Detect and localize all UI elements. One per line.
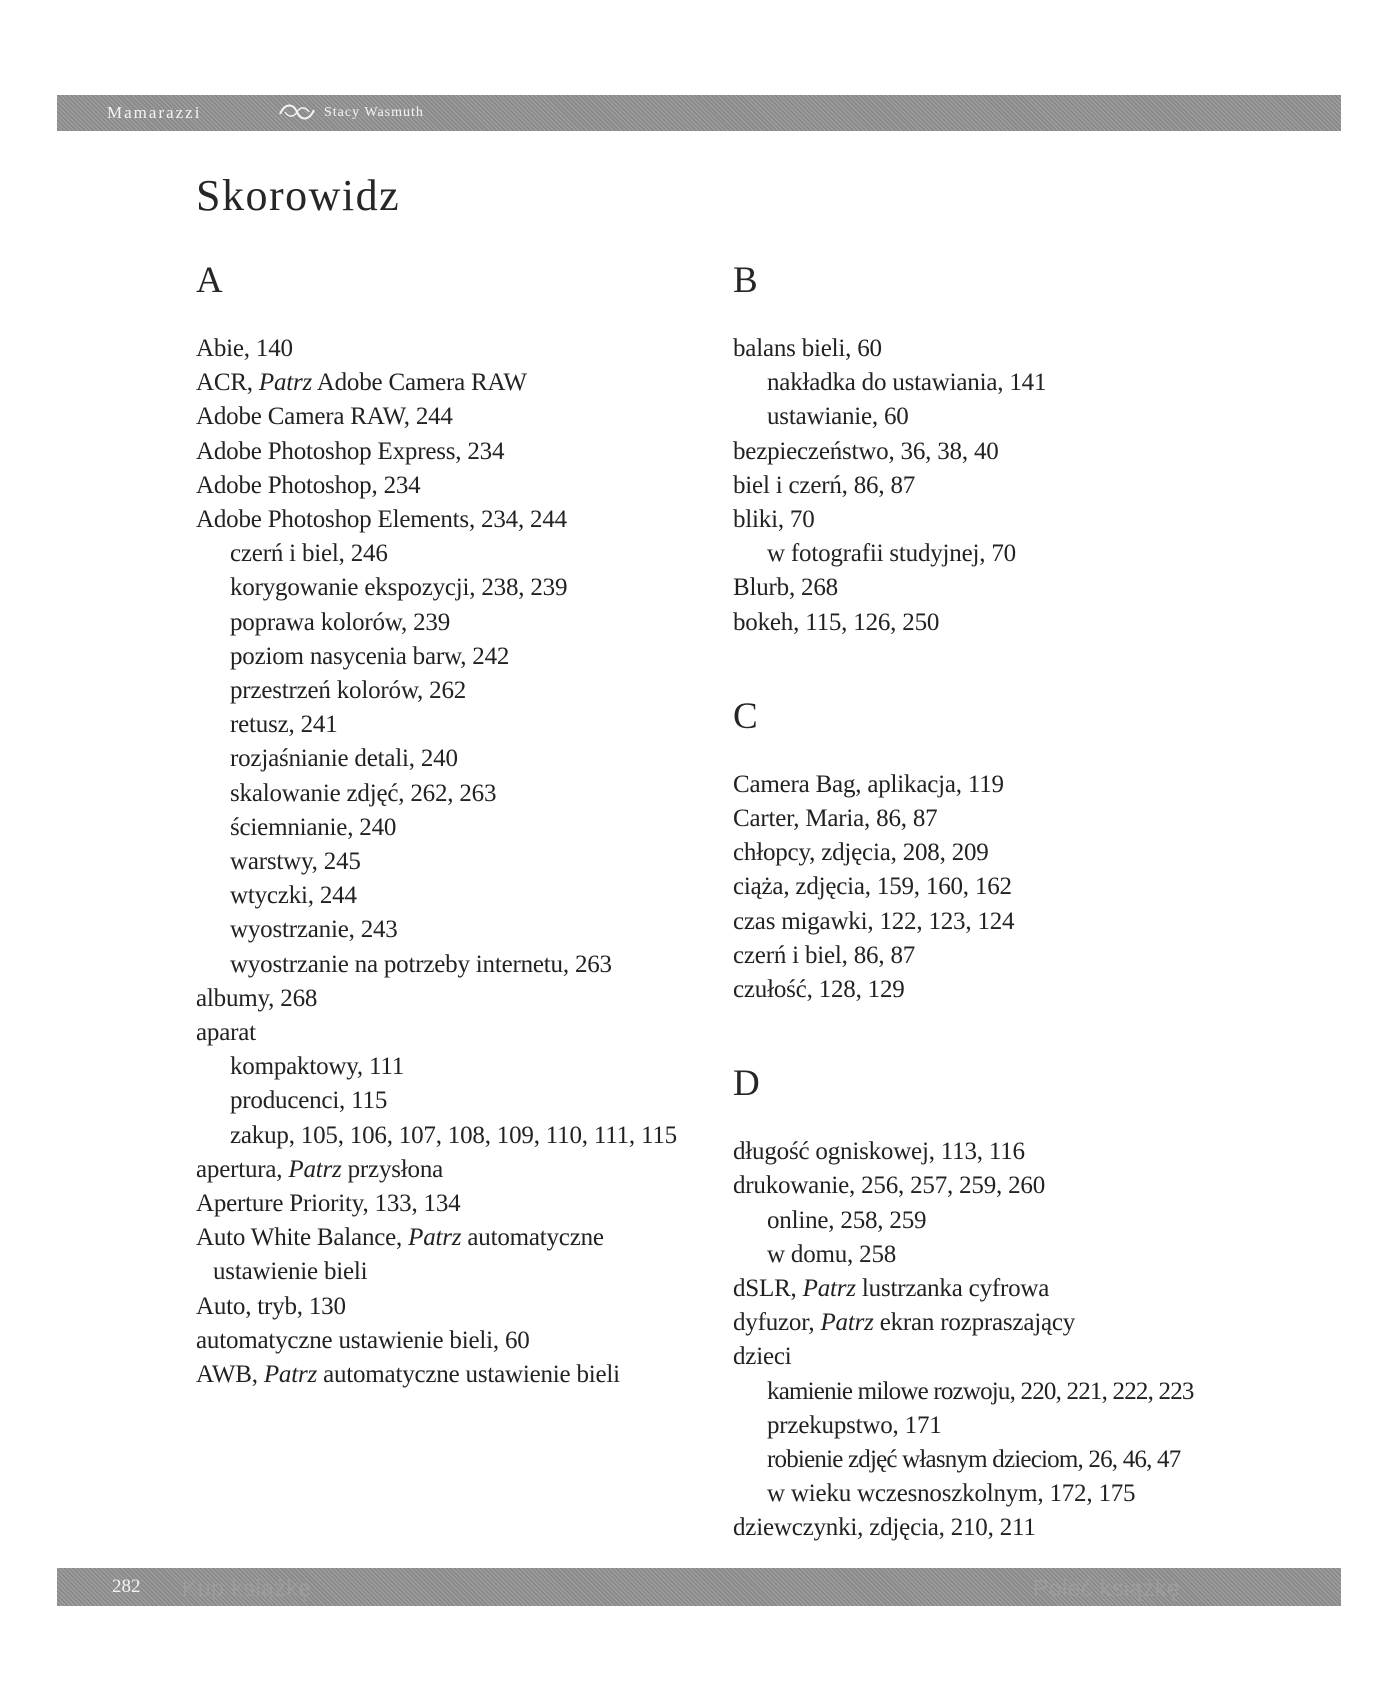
index-entry xyxy=(733,1272,1233,1306)
index-subentry: w domu, 258 xyxy=(767,1240,897,1268)
index-entry: albumy, 268 xyxy=(196,984,318,1012)
entry-target: automatyczne ustawienie bieli xyxy=(317,1361,620,1389)
index-list-c xyxy=(733,768,1233,1007)
index-entry: długość ogniskowej, 113, 116 xyxy=(733,1138,1025,1166)
index-entry: bezpieczeństwo, 36, 38, 40 xyxy=(733,437,999,465)
page-number: 282 xyxy=(112,1576,141,1597)
index-entry xyxy=(196,366,696,400)
index-subentry: wyostrzanie, 243 xyxy=(230,916,398,944)
index-entry: bliki, 70 xyxy=(733,506,815,534)
index-entry: chłopcy, zdjęcia, 208, 209 xyxy=(733,839,989,867)
index-subentry: w fotografii studyjnej, 70 xyxy=(767,540,1016,568)
entry-target: lustrzanka cyfrowa xyxy=(855,1275,1050,1303)
index-list-a xyxy=(196,332,696,1392)
index-entry: czas migawki, 122, 123, 124 xyxy=(733,907,1015,935)
see-reference: Patrz xyxy=(408,1224,462,1252)
entry-term: AWB, xyxy=(196,1361,264,1389)
index-list-d xyxy=(733,1135,1233,1545)
index-subentry: przekupstwo, 171 xyxy=(767,1411,942,1439)
entry-target: ekran rozpraszający xyxy=(873,1309,1076,1337)
index-subentry: ściemnianie, 240 xyxy=(230,813,397,841)
entry-target: automatyczne ustawienie bieli xyxy=(213,1224,604,1286)
index-entry: Camera Bag, aplikacja, 119 xyxy=(733,770,1004,798)
index-entry: Carter, Maria, 86, 87 xyxy=(733,805,938,833)
index-entry: Adobe Photoshop, 234 xyxy=(196,471,421,499)
header-author: Mamarazzi xyxy=(107,103,202,122)
header-name: Stacy Wasmuth xyxy=(324,105,424,120)
index-entry: Adobe Photoshop Express, 234 xyxy=(196,437,505,465)
index-subentry: kamienie milowe rozwoju, 220, 221, 222, 223 xyxy=(767,1377,1194,1405)
index-subentry: w wieku wczesnoszkolnym, 172, 175 xyxy=(767,1480,1136,1508)
index-entry: biel i czerń, 86, 87 xyxy=(733,471,916,499)
index-subentry: kompaktowy, 111 xyxy=(230,1053,405,1081)
index-entry: Aperture Priority, 133, 134 xyxy=(196,1190,461,1218)
index-subentry: retusz, 241 xyxy=(230,711,338,739)
recommend-book-link[interactable]: Poleć książkę xyxy=(1033,1575,1181,1601)
section-letter-d: D xyxy=(733,1063,760,1105)
index-entry xyxy=(196,1358,696,1392)
section-letter-c: C xyxy=(733,695,758,737)
entry-term: ACR, xyxy=(196,369,259,397)
index-entry: Adobe Camera RAW, 244 xyxy=(196,403,453,431)
see-reference: Patrz xyxy=(258,369,313,397)
index-entry: balans bieli, 60 xyxy=(733,335,882,362)
index-column-left xyxy=(196,262,696,1392)
page-header xyxy=(57,95,1341,131)
index-list-b xyxy=(733,332,1233,640)
page-footer xyxy=(57,1568,1341,1606)
index-subentry: zakup, 105, 106, 107, 108, 109, 110, 111, 115 xyxy=(230,1121,677,1149)
index-entry xyxy=(196,1221,696,1289)
index-entry: Abie, 140 xyxy=(196,335,293,362)
see-reference: Patrz xyxy=(263,1361,318,1389)
index-subentry: przestrzeń kolorów, 262 xyxy=(230,677,467,705)
index-entry: dzieci xyxy=(733,1343,792,1371)
index-subentry: warstwy, 245 xyxy=(230,848,361,876)
page-title: Skorowidz xyxy=(196,171,401,220)
index-entry: automatyczne ustawienie bieli, 60 xyxy=(196,1326,530,1354)
section-letter-b: B xyxy=(733,260,758,301)
entry-term: dyfuzor, xyxy=(733,1309,821,1337)
section-spacer xyxy=(733,1007,1233,1065)
entry-term: dSLR, xyxy=(733,1275,803,1303)
see-reference: Patrz xyxy=(288,1155,342,1183)
index-subentry: poprawa kolorów, 239 xyxy=(230,608,451,636)
entry-target: przysłona xyxy=(341,1155,444,1183)
index-entry: Auto, tryb, 130 xyxy=(196,1292,346,1320)
index-entry: drukowanie, 256, 257, 259, 260 xyxy=(733,1172,1046,1200)
index-entry: Adobe Photoshop Elements, 234, 244 xyxy=(196,506,567,534)
index-entry: czerń i biel, 86, 87 xyxy=(733,941,916,969)
index-subentry: wyostrzanie na potrzeby internetu, 263 xyxy=(230,950,612,978)
index-entry: ciąża, zdjęcia, 159, 160, 162 xyxy=(733,873,1012,901)
index-entry xyxy=(733,1306,1233,1340)
index-subentry: rozjaśnianie detali, 240 xyxy=(230,745,458,773)
entry-term: Auto White Balance, xyxy=(196,1224,409,1252)
index-subentry: producenci, 115 xyxy=(230,1087,388,1115)
index-subentry: korygowanie ekspozycji, 238, 239 xyxy=(230,574,568,602)
section-letter-a: A xyxy=(196,260,223,301)
index-subentry: skalowanie zdjęć, 262, 263 xyxy=(230,779,497,807)
entry-target: Adobe Camera RAW xyxy=(312,369,527,397)
index-entry: Blurb, 268 xyxy=(733,574,838,602)
index-subentry: robienie zdjęć własnym dzieciom, 26, 46, 47 xyxy=(767,1446,1181,1474)
index-entry: bokeh, 115, 126, 250 xyxy=(733,608,940,636)
index-entry: czułość, 128, 129 xyxy=(733,976,905,1004)
section-spacer xyxy=(733,640,1233,698)
index-subentry: online, 258, 259 xyxy=(767,1206,927,1234)
buy-book-link[interactable]: Kup książkę xyxy=(182,1575,312,1601)
index-entry xyxy=(196,1153,696,1187)
index-subentry: ustawianie, 60 xyxy=(767,403,909,431)
index-entry: dziewczynki, zdjęcia, 210, 211 xyxy=(733,1514,1036,1542)
index-subentry: wtyczki, 244 xyxy=(230,882,357,910)
ornament-icon xyxy=(277,100,317,124)
index-column-right xyxy=(733,262,1233,1546)
index-entry: aparat xyxy=(196,1019,256,1047)
see-reference: Patrz xyxy=(820,1309,874,1337)
index-subentry: nakładka do ustawiania, 141 xyxy=(767,369,1047,397)
index-subentry: czerń i biel, 246 xyxy=(230,540,388,568)
see-reference: Patrz xyxy=(802,1275,856,1303)
entry-term: apertura, xyxy=(196,1155,289,1183)
index-subentry: poziom nasycenia barw, 242 xyxy=(230,642,510,670)
